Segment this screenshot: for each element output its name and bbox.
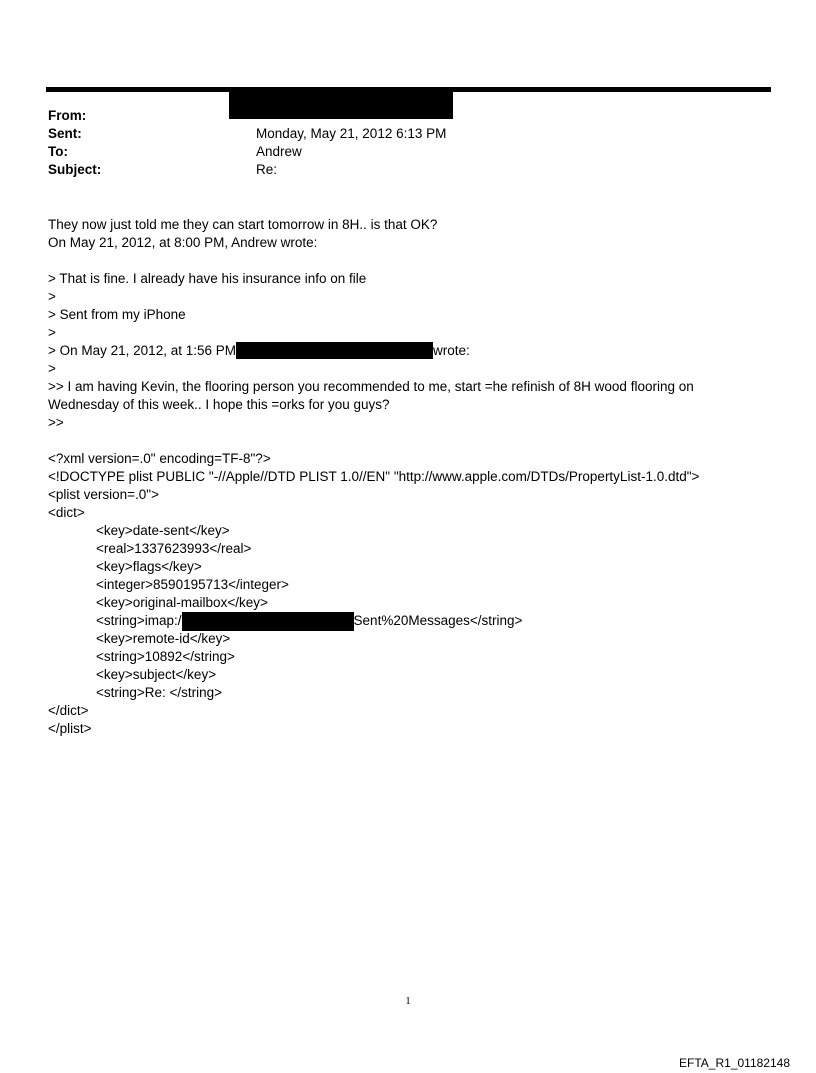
plist-line: <string>10892</string> xyxy=(96,649,235,664)
to-row xyxy=(48,143,748,161)
quoted-line: >> xyxy=(48,415,64,430)
from-row xyxy=(48,107,748,125)
plist-line: <!DOCTYPE plist PUBLIC "-//Apple//DTD PLIST 1.0//EN" "http://www.apple.com/DTDs/PropertyList-1.0.dtd"> xyxy=(48,469,700,484)
plist-line: <key>remote-id</key> xyxy=(96,631,231,646)
plist-line: <integer>8590195713</integer> xyxy=(96,577,289,592)
mailbox-redaction xyxy=(182,612,354,631)
from-redaction xyxy=(229,92,453,119)
quoted-line xyxy=(48,342,768,360)
sent-label: Sent: xyxy=(48,126,82,141)
message-body xyxy=(48,216,768,738)
plist-line-suffix: Sent%20Messages</string> xyxy=(353,613,523,628)
plist-line: <key>subject</key> xyxy=(96,667,217,682)
sent-value: Monday, May 21, 2012 6:13 PM xyxy=(256,126,447,141)
plist-line: <plist version=.0"> xyxy=(48,487,159,502)
plist-line: <key>flags</key> xyxy=(96,559,202,574)
plist-line: <key>date-sent</key> xyxy=(96,523,230,538)
document-id: EFTA_R1_01182148 xyxy=(679,1056,790,1070)
quoted-line: > That is fine. I already have his insurance info on file xyxy=(48,271,367,286)
quoted-line: > Sent from my iPhone xyxy=(48,307,186,322)
sent-row xyxy=(48,125,748,143)
quoted-line: >> I am having Kevin, the flooring person you recommended to me, start =he refinish of 8H wood flooring on Wednesday of this week.. I hope this =orks for you guys? xyxy=(48,379,694,412)
sender-redaction xyxy=(236,342,433,359)
from-label: From: xyxy=(48,108,87,123)
plist-line: <dict> xyxy=(48,505,85,520)
plist-line: </dict> xyxy=(48,703,89,718)
plist-line: <string>Re: </string> xyxy=(96,685,223,700)
body-line: On May 21, 2012, at 8:00 PM, Andrew wrote: xyxy=(48,235,318,250)
plist-line: </plist> xyxy=(48,721,92,736)
quoted-line: > xyxy=(48,325,56,340)
plist-line-prefix: <string>imap:/ xyxy=(96,613,182,628)
plist-line: <real>1337623993</real> xyxy=(96,541,252,556)
plist-line xyxy=(48,612,768,630)
subject-value: Re: xyxy=(256,162,278,177)
quoted-line-prefix: > On May 21, 2012, at 1:56 PM xyxy=(48,343,236,358)
page-number: 1 xyxy=(405,995,411,1007)
to-label: To: xyxy=(48,144,68,159)
subject-label: Subject: xyxy=(48,162,102,177)
quoted-line: > xyxy=(48,289,56,304)
plist-line: <?xml version=.0" encoding=TF-8"?> xyxy=(48,451,271,466)
quoted-line-suffix: wrote: xyxy=(433,343,470,358)
to-value: Andrew xyxy=(256,144,302,159)
body-line: They now just told me they can start tomorrow in 8H.. is that OK? xyxy=(48,217,438,232)
plist-line: <key>original-mailbox</key> xyxy=(96,595,268,610)
quoted-line: > xyxy=(48,361,56,376)
subject-row xyxy=(48,161,748,179)
